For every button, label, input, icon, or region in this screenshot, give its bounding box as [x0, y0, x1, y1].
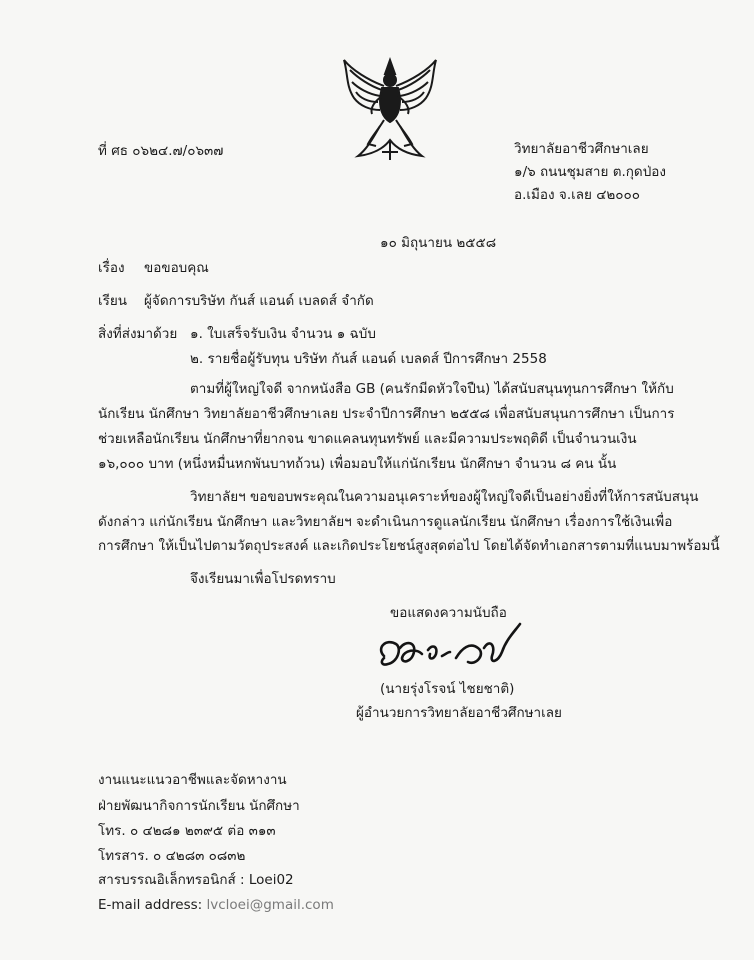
- paragraph2-line: วิทยาลัยฯ ขอขอบพระคุณในความอนุเคราะห์ของผู้ใหญ่ใจดีเป็นอย่างยิ่งที่ให้การสนับสนุน: [190, 489, 699, 505]
- footer-email-row: [98, 896, 334, 914]
- enclosures-label: สิ่งที่ส่งมาด้วย: [98, 326, 178, 342]
- paragraph1-line: ตามที่ผู้ใหญ่ใจดี จากหนังสือ GB (คนรักมีดหัวใจปืน) ได้สนับสนุนทุนการศึกษา ให้กับ: [190, 381, 674, 397]
- paragraph1-line: ๑๖,๐๐๐ บาท (หนึ่งหมื่นหกพันบาทถ้วน) เพื่อมอบให้แก่นักเรียน นักศึกษา จำนวน ๘ คน นั้น: [98, 456, 617, 472]
- sender-address-line2: อ.เมือง จ.เลย ๔๒๐๐๐: [514, 187, 641, 203]
- signer-title: ผู้อำนวยการวิทยาลัยอาชีวศึกษาเลย: [356, 705, 562, 721]
- subject-text: ขอขอบคุณ: [144, 260, 209, 276]
- letter-date: ๑๐ มิถุนายน ๒๕๕๘: [380, 235, 497, 251]
- footer-e-document-id: สารบรรณอิเล็กทรอนิกส์ : Loei02: [98, 872, 294, 888]
- recipient-label: เรียน: [98, 293, 128, 309]
- garuda-emblem-icon: [338, 56, 442, 164]
- footer-phone: โทร. ๐ ๔๒๘๑ ๒๓๙๕ ต่อ ๓๑๓: [98, 823, 276, 839]
- paragraph2-line: ดังกล่าว แก่นักเรียน นักศึกษา และวิทยาลัยฯ จะดำเนินการดูแลนักเรียน นักศึกษา เรื่องการใช้เงินเพื่อ: [98, 514, 673, 530]
- paragraph1-line: ช่วยเหลือนักเรียน นักศึกษาที่ยากจน ขาดแคลนทุนทรัพย์ และมีความประพฤติดี เป็นจำนวนเงิน: [98, 431, 637, 447]
- closing-request: จึงเรียนมาเพื่อโปรดทราบ: [190, 571, 336, 587]
- closing-phrase: ขอแสดงความนับถือ: [390, 605, 507, 621]
- recipient-text: ผู้จัดการบริษัท กันส์ แอนด์ เบลดส์ จำกัด: [144, 293, 374, 309]
- footer-division: ฝ่ายพัฒนากิจการนักเรียน นักศึกษา: [98, 798, 300, 814]
- handwritten-signature-icon: [372, 618, 532, 678]
- email-link[interactable]: lvcloei@gmail.com: [206, 897, 334, 913]
- footer-department: งานแนะแนวอาชีพและจัดหางาน: [98, 772, 287, 788]
- footer-fax: โทรสาร. ๐ ๔๒๘๓ ๐๘๓๒: [98, 848, 246, 864]
- subject-label: เรื่อง: [98, 260, 125, 276]
- reference-number: ที่ ศธ ๐๖๒๔.๗/๐๖๓๗: [98, 143, 224, 159]
- paragraph1-line: นักเรียน นักศึกษา วิทยาลัยอาชีวศึกษาเลย ประจำปีการศึกษา ๒๕๕๘ เพื่อสนับสนุนการศึกษา เป็นการ: [98, 406, 675, 422]
- paragraph2-line: การศึกษา ให้เป็นไปตามวัตถุประสงค์ และเกิดประโยชน์สูงสุดต่อไป โดยได้จัดทำเอกสารตามที่แนบมาพร้อมนี้: [98, 538, 720, 554]
- sender-address-line1: ๑/๖ ถนนชุมสาย ต.กุดป่อง: [514, 164, 666, 180]
- enclosure-item: ๑. ใบเสร็จรับเงิน จำนวน ๑ ฉบับ: [190, 326, 376, 342]
- signer-name: (นายรุ่งโรจน์ ไชยชาติ): [380, 681, 515, 697]
- sender-name: วิทยาลัยอาชีวศึกษาเลย: [514, 141, 649, 157]
- enclosure-item: ๒. รายชื่อผู้รับทุน บริษัท กันส์ แอนด์ เบลดส์ ปีการศึกษา 2558: [190, 351, 547, 367]
- email-label: E-mail address:: [98, 897, 207, 913]
